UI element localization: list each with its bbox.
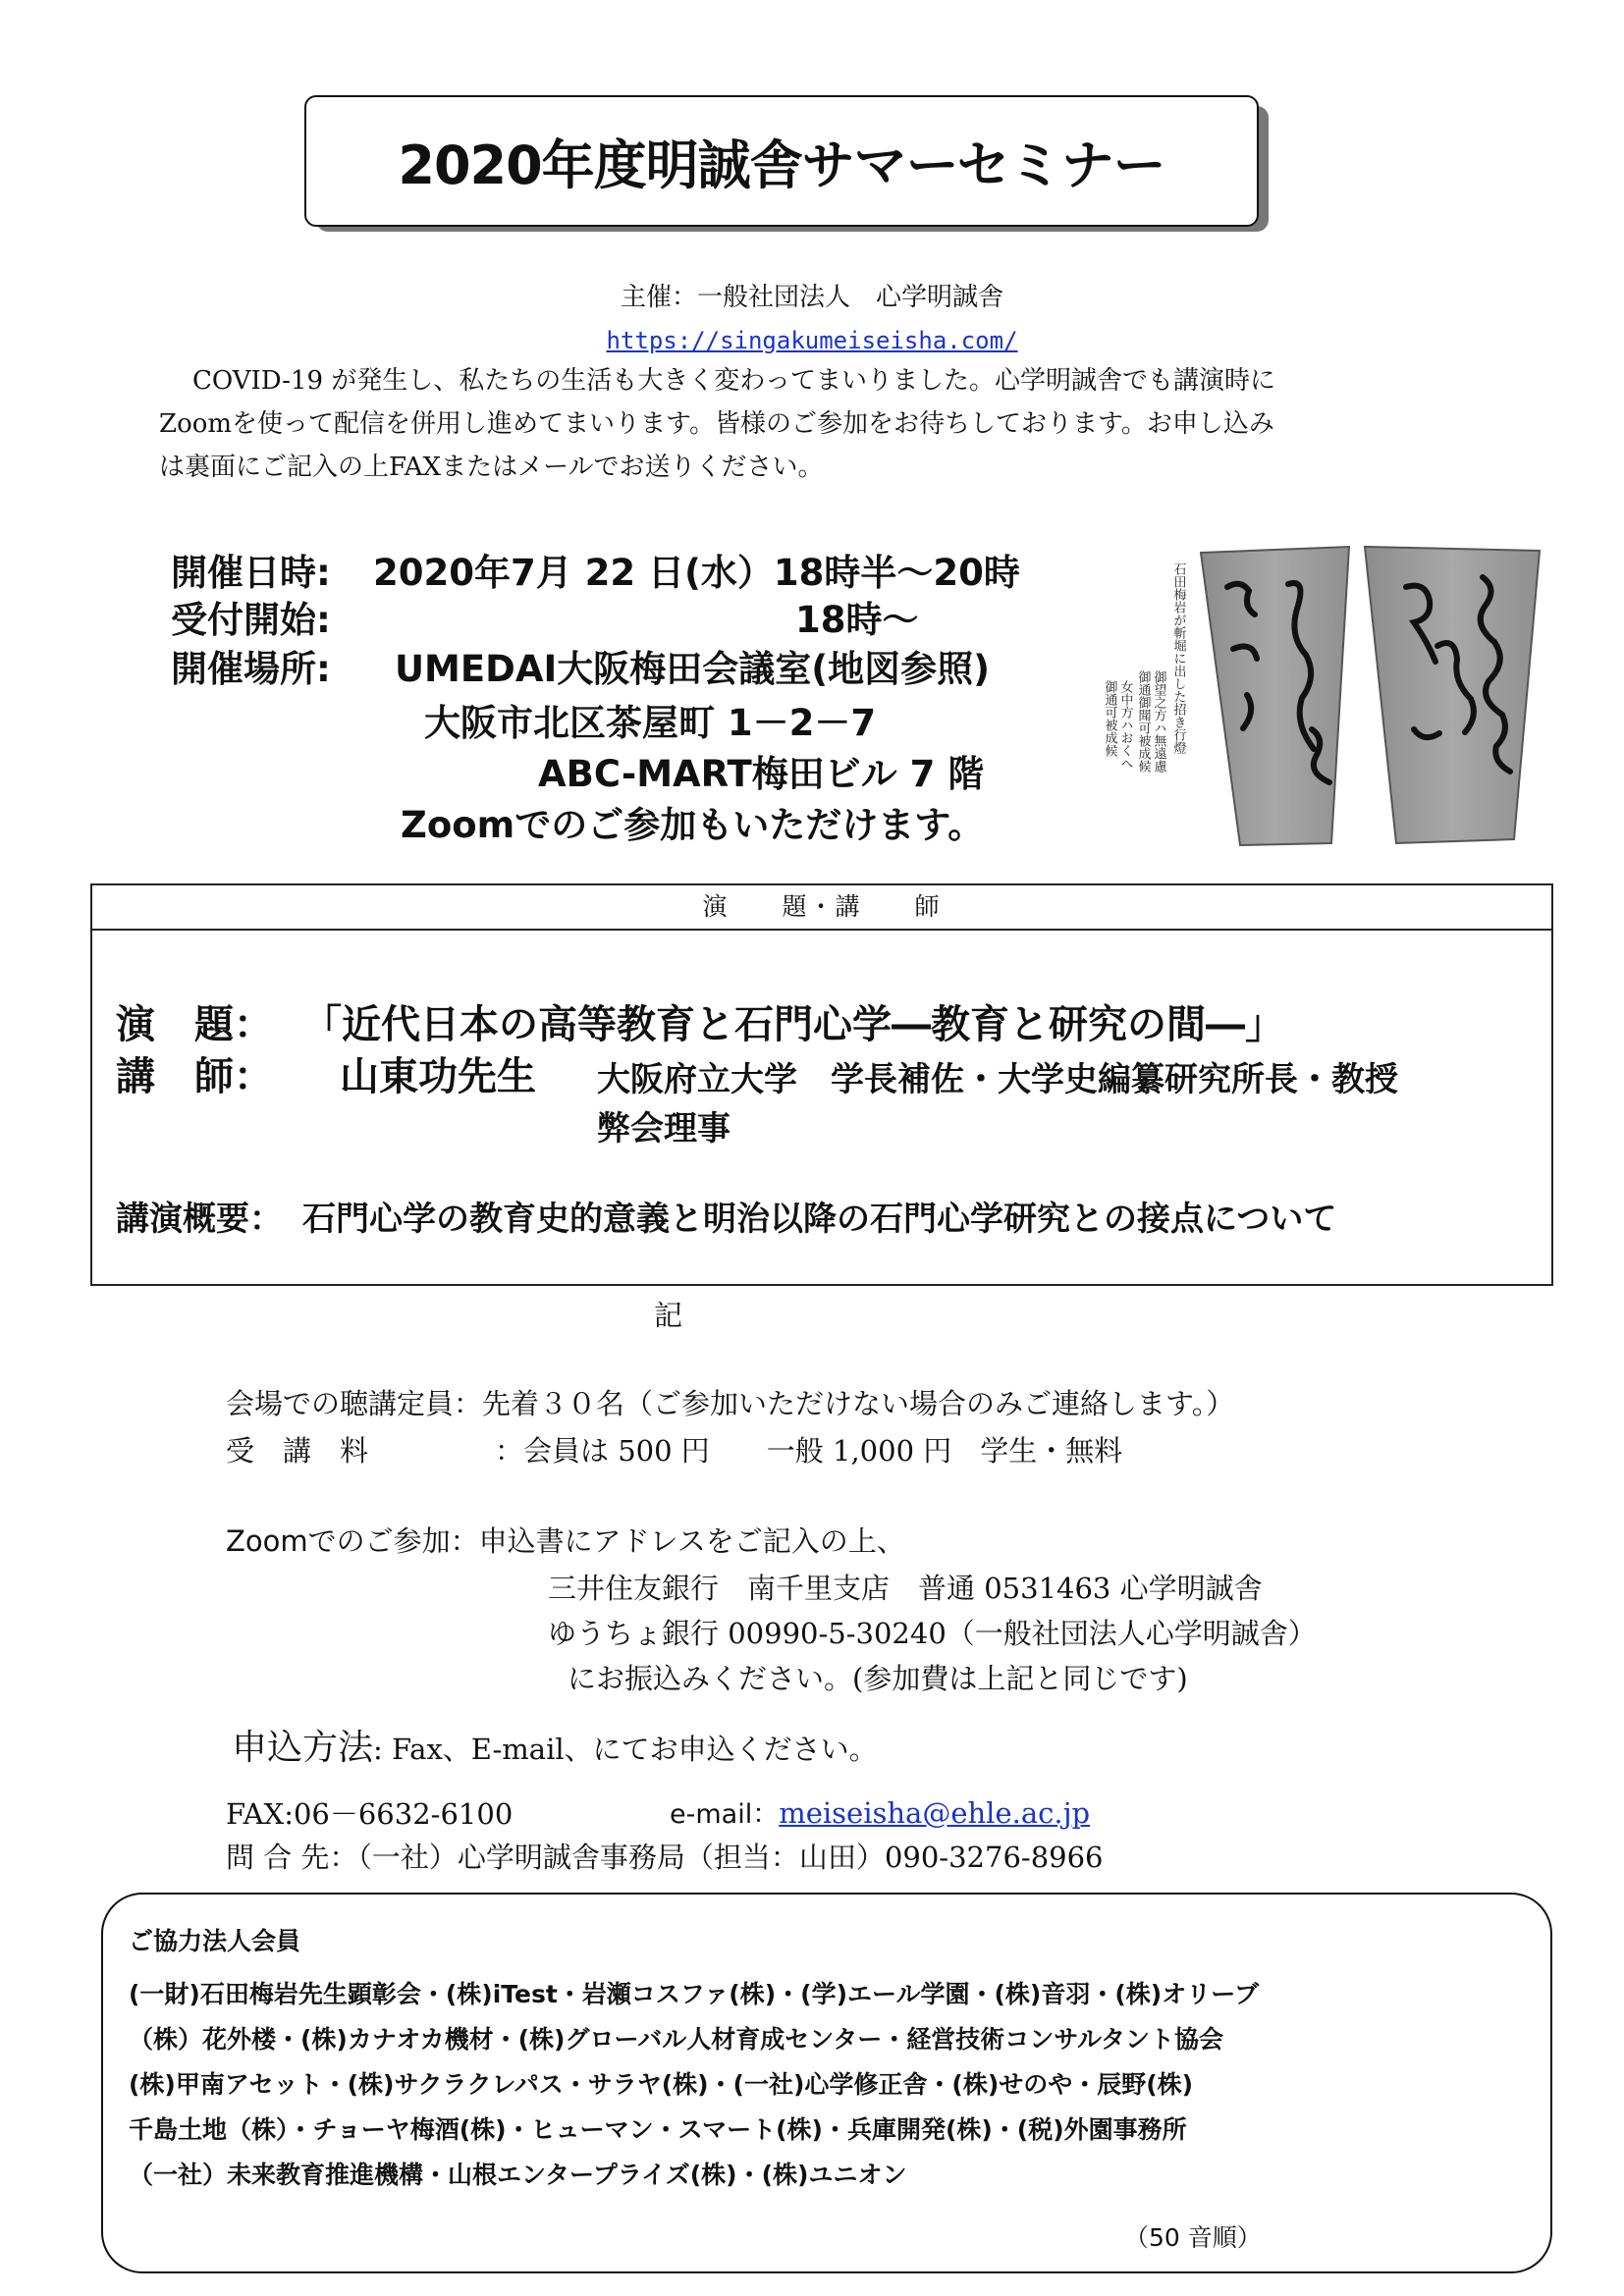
website-link[interactable]: https://singakumeiseisha.com/: [606, 327, 1018, 354]
capacity-label: 会場での聴講定員: [226, 1387, 455, 1420]
caption-line: 御通御聞可被成候: [1135, 670, 1151, 773]
caption-line: 御通可被成候: [1102, 680, 1117, 757]
sponsor-line: 千島土地（株）・チョーヤ梅酒(株)・ヒューマン・スマート(株)・兵庫開発(株)・(税)外園事務所: [129, 2115, 1187, 2144]
summary-label: 講演概要：: [116, 1200, 283, 1239]
sponsor-line: (株)甲南アセット・(株)サクラクレパス・サラヤ(株)・(一社)心学修正舎・(株)せのや・辰野(株): [129, 2070, 1194, 2099]
reception-label: 受付開始:: [171, 599, 331, 641]
url-line: [0, 326, 1624, 355]
calligraphy-illustration: [1060, 533, 1549, 847]
sponsor-line: （一社）未来教育推進機構・山根エンタープライズ(株)・(株)ユニオン: [129, 2161, 907, 2189]
lecture-box: [90, 883, 1553, 1286]
lecturer-title-2: 弊会理事: [597, 1109, 731, 1148]
fee-label: 受 講 料: [226, 1434, 369, 1468]
summary-value: 石門心学の教育史的意義と明治以降の石門心学研究との接点について: [302, 1200, 1337, 1239]
lecturer-title: 大阪府立大学 学長補佐・大学史編纂研究所長・教授: [597, 1060, 1398, 1099]
topic-label: 演 題：: [116, 1002, 273, 1047]
fax-number: FAX:06－6632-6100: [226, 1797, 514, 1831]
email-label: e-mail：: [670, 1799, 780, 1830]
caption-line: 御望之方ハ無遠慮: [1151, 670, 1166, 773]
intro-line: は裏面にご記入の上FAXまたはメールでお送りください。: [159, 453, 824, 482]
venue-value: UMEDAI大阪梅田会議室(地図参照): [395, 648, 991, 690]
zoom-value: ：申込書にアドレスをご記入の上、: [450, 1524, 905, 1558]
bank-2: ゆうちょ銀行 00990-5-30240（一般社団法人心学明誠舎）: [548, 1617, 1317, 1650]
venue-building: ABC-MART梅田ビル 7 階: [538, 753, 985, 795]
sponsor-line: (一財)石田梅岩先生顕彰会・(株)iTest・岩瀬コスファ(株)・(学)エール学園・(株)音羽・(株)オリーブ: [129, 1980, 1259, 2008]
sponsor-line: （株）花外楼・(株)カナオカ機材・(株)グローバル人材育成センター・経営技術コンサルタント協会: [129, 2025, 1223, 2054]
calligraphy-image: [1060, 533, 1549, 847]
reception-value: 18時～: [795, 599, 919, 641]
intro-paragraph: [159, 359, 1475, 489]
organizer: 主催：一般社団法人 心学明誠舎: [620, 283, 1003, 312]
venue-label: 開催場所:: [171, 648, 331, 690]
email-link[interactable]: meiseisha@ehle.ac.jp: [779, 1796, 1091, 1830]
details-capacity: [226, 1382, 1234, 1422]
email-line: [670, 1792, 1090, 1831]
apply-label: 申込方法: [232, 1728, 374, 1768]
caption-line: 女中方ハおくへ: [1117, 680, 1133, 770]
ki-mark: 記: [654, 1299, 683, 1332]
intro-line: COVID-19 が発生し、私たちの生活も大きく変わってまいりました。心学明誠舎でも講演時に: [192, 366, 1276, 396]
lecturer-name: 山東功先生: [340, 1054, 536, 1099]
lecturer-label: 講 師：: [116, 1054, 273, 1099]
lecture-box-header: 演 題・講 師: [92, 885, 1551, 931]
page-title: 2020年度明誠舎サマーセミナー: [398, 133, 1165, 196]
caption-main: 石田梅岩が斬堀に出した招き行燈: [1170, 562, 1186, 754]
date-value: 2020年7月 22 日(水）18時半～20時: [373, 552, 1020, 594]
details-zoom: [226, 1520, 905, 1560]
zoom-note: Zoomでのご参加もいただけます。: [401, 804, 985, 846]
bank-note: にお振込みください。(参加費は上記と同じです): [568, 1662, 1188, 1695]
sponsors-heading: ご協力法人会員: [129, 1927, 301, 1955]
topic-value: 「近代日本の高等教育と石門心学―教育と研究の間―」: [302, 1002, 1284, 1047]
venue-address: 大阪市北区茶屋町 1－2－7: [424, 702, 877, 744]
capacity-value: ：先着３０名（ご参加いただけない場合のみご連絡します。）: [454, 1387, 1235, 1420]
bank-1: 三井住友銀行 南千里支店 普通 0531463 心学明誠舎: [548, 1572, 1263, 1605]
sponsors-box: [101, 1893, 1552, 2273]
apply-value: : Fax、E-mail、にてお申込ください。: [373, 1733, 878, 1766]
contact-line: 問 合 先：（一社）心学明誠舎事務局（担当：山田）090-3276-8966: [226, 1841, 1104, 1874]
details-fee: [226, 1429, 1122, 1469]
apply-method: [232, 1720, 878, 1770]
date-label: 開催日時:: [171, 552, 331, 594]
zoom-label: Zoomでのご参加: [226, 1524, 451, 1558]
intro-line: Zoomを使って配信を併用し進めてまいります。皆様のご参加をお待ちしております。お申し込み: [159, 409, 1274, 439]
fee-value: ：会員は 500 円 一般 1,000 円 学生・無料: [495, 1434, 1123, 1468]
sponsors-order-note: （50 音順）: [1124, 2223, 1262, 2252]
title-box: [304, 95, 1259, 227]
